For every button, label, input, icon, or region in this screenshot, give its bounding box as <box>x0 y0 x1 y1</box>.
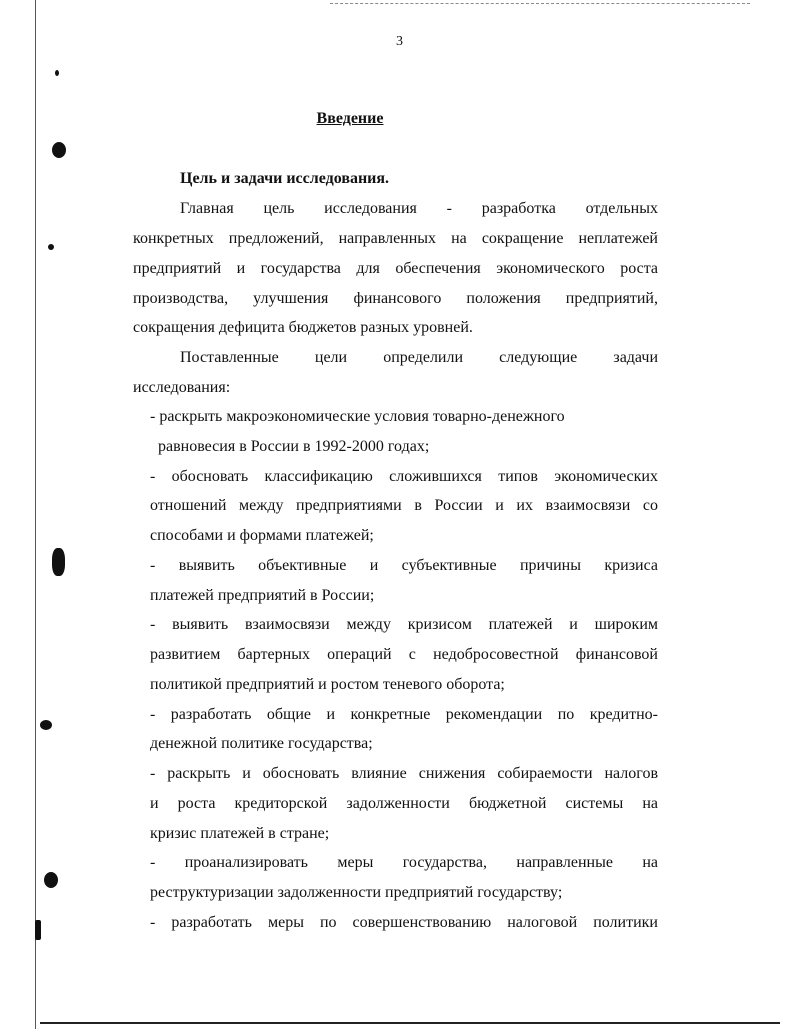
task-line: политикой предприятий и ростом теневого оборота; <box>150 676 505 693</box>
section-title: Введение <box>316 110 384 127</box>
task-line: отношений между предприятиями в России и их взаимосвязи со <box>150 497 658 514</box>
task-line: - разработать общие и конкретные рекомендации по кредитно- <box>150 706 658 723</box>
task-line: - обосновать классификацию сложившихся типов экономических <box>150 468 658 485</box>
task-line: равновесия в России в 1992-2000 годах; <box>158 438 430 455</box>
task-line: - выявить объективные и субъективные причины кризиса <box>150 557 658 574</box>
page-number: 3 <box>396 34 403 49</box>
task-line: развитием бартерных операций с недобросовестной финансовой <box>150 646 658 663</box>
text-line: исследования: <box>133 379 231 396</box>
task-line: способами и формами платежей; <box>150 527 374 544</box>
scan-speck <box>55 70 59 76</box>
task-line: - раскрыть и обосновать влияние снижения собираемости налогов <box>150 765 658 782</box>
scan-edge-left <box>35 0 36 1029</box>
scan-speck <box>52 548 65 576</box>
task-line: кризис платежей в стране; <box>150 825 330 842</box>
text-line: Поставленные цели определили следующие задачи <box>180 349 658 366</box>
section-subtitle: Цель и задачи исследования. <box>180 170 390 187</box>
scan-speck <box>35 920 41 940</box>
scan-edge-top <box>330 3 750 4</box>
scan-speck <box>40 720 52 730</box>
scan-speck <box>44 872 58 888</box>
scan-speck <box>48 244 54 250</box>
text-line: предприятий и государства для обеспечения экономического роста <box>133 260 658 277</box>
scan-edge-bottom <box>40 1022 780 1024</box>
task-line: - проанализировать меры государства, направленные на <box>150 854 658 871</box>
text-line: сокращения дефицита бюджетов разных уровней. <box>133 319 473 336</box>
text-line: конкретных предложений, направленных на сокращение неплатежей <box>133 230 658 247</box>
task-line: реструктуризации задолженности предприятий государству; <box>150 884 563 901</box>
task-line: платежей предприятий в России; <box>150 587 375 604</box>
task-line: - раскрыть макроэкономические условия товарно-денежного <box>150 408 565 425</box>
scan-speck <box>52 142 66 158</box>
text-line: Главная цель исследования - разработка отдельных <box>180 200 658 217</box>
task-line: денежной политике государства; <box>150 735 373 752</box>
task-line: - разработать меры по совершенствованию налоговой политики <box>150 914 658 931</box>
task-line: и роста кредиторской задолженности бюджетной системы на <box>150 795 658 812</box>
text-line: производства, улучшения финансового положения предприятий, <box>133 290 658 307</box>
task-line: - выявить взаимосвязи между кризисом платежей и широким <box>150 616 658 633</box>
